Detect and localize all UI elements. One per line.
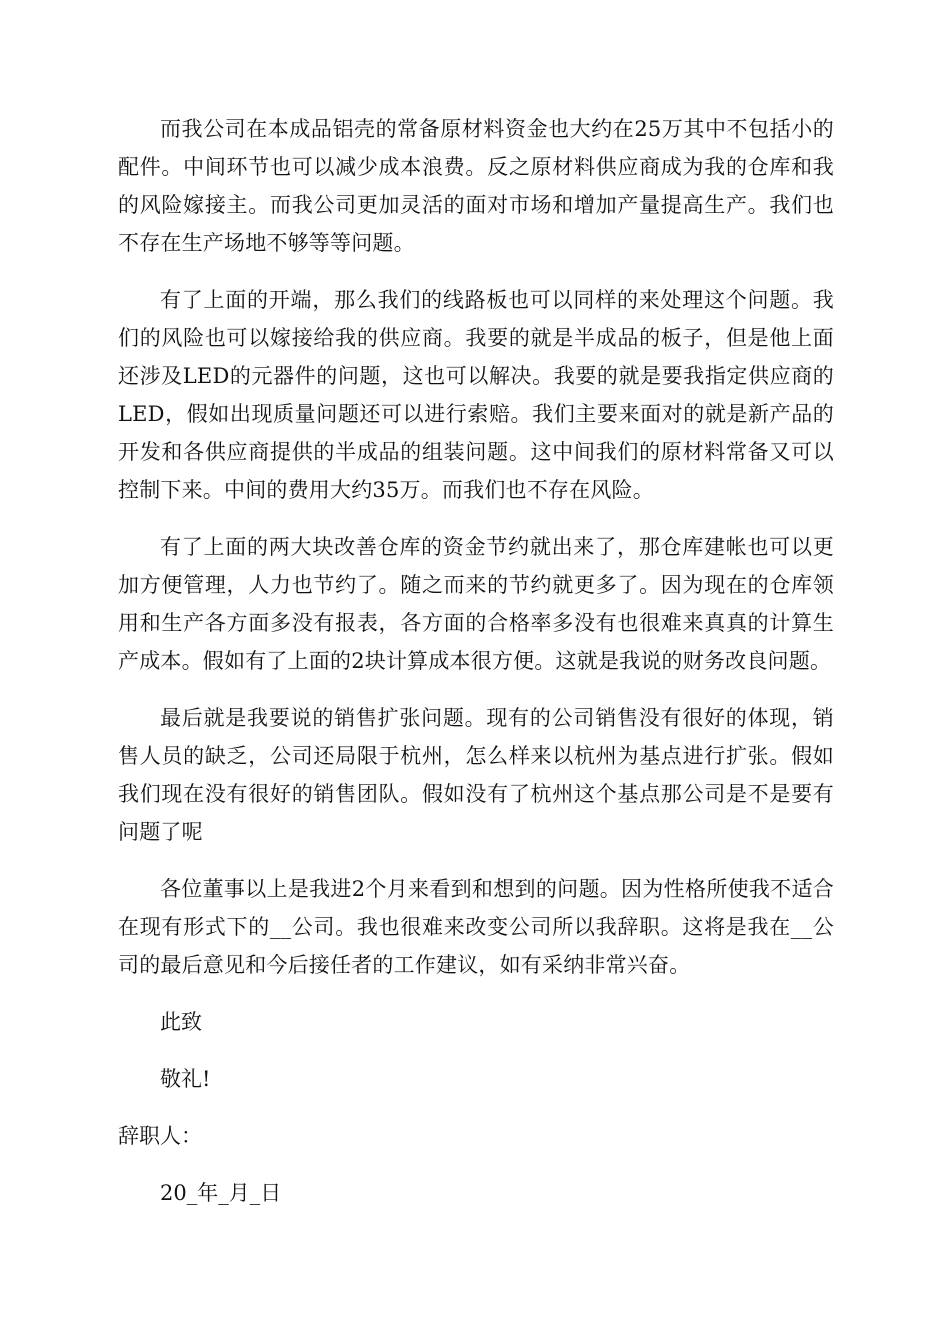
paragraph-3: 有了上面的两大块改善仓库的资金节约就出来了，那仓库建帐也可以更加方便管理，人力也节约了。随之而来的节约就更多了。因为现在的仓库领用和生产各方面多没有报表，各方面的合格率多没有也很难来真真的计算生产成本。假如有了上面的2块计算成本很方便。这就是我说的财务改良问题。 xyxy=(118,535,834,673)
paragraph-1: 而我公司在本成品铝壳的常备原材料资金也大约在25万其中不包括小的配件。中间环节也可以减少成本浪费。反之原材料供应商成为我的仓库和我的风险嫁接主。而我公司更加灵活的面对市场和增加产量提高生产。我们也不存在生产场地不够等等问题。 xyxy=(118,117,834,255)
closing-regards: 敬礼! xyxy=(160,1067,211,1091)
document-body xyxy=(118,110,834,1231)
paragraph-5: 各位董事以上是我进2个月来看到和想到的问题。因为性格所使我不适合在现有形式下的__公司。我也很难来改变公司所以我辞职。这将是我在__公司的最后意见和今后接任者的工作建议，如有采纳非常兴奋。 xyxy=(118,877,834,977)
signer-label: 辞职人： xyxy=(118,1124,202,1148)
paragraph-2: 有了上面的开端，那么我们的线路板也可以同样的来处理这个问题。我们的风险也可以嫁接给我的供应商。我要的就是半成品的板子，但是他上面还涉及LED的元器件的问题，这也可以解决。我要的就是要我指定供应商的LED，假如出现质量问题还可以进行索赔。我们主要来面对的就是新产品的开发和各供应商提供的半成品的组装问题。这中间我们的原材料常备又可以控制下来。中间的费用大约35万。而我们也不存在风险。 xyxy=(118,288,834,502)
closing-salutation: 此致 xyxy=(160,1010,202,1034)
paragraph-4: 最后就是我要说的销售扩张问题。现有的公司销售没有很好的体现，销售人员的缺乏，公司还局限于杭州，怎么样来以杭州为基点进行扩张。假如我们现在没有很好的销售团队。假如没有了杭州这个基点那公司是不是要有问题了呢 xyxy=(118,706,834,844)
date-line: 20_年_月_日 xyxy=(160,1181,282,1205)
